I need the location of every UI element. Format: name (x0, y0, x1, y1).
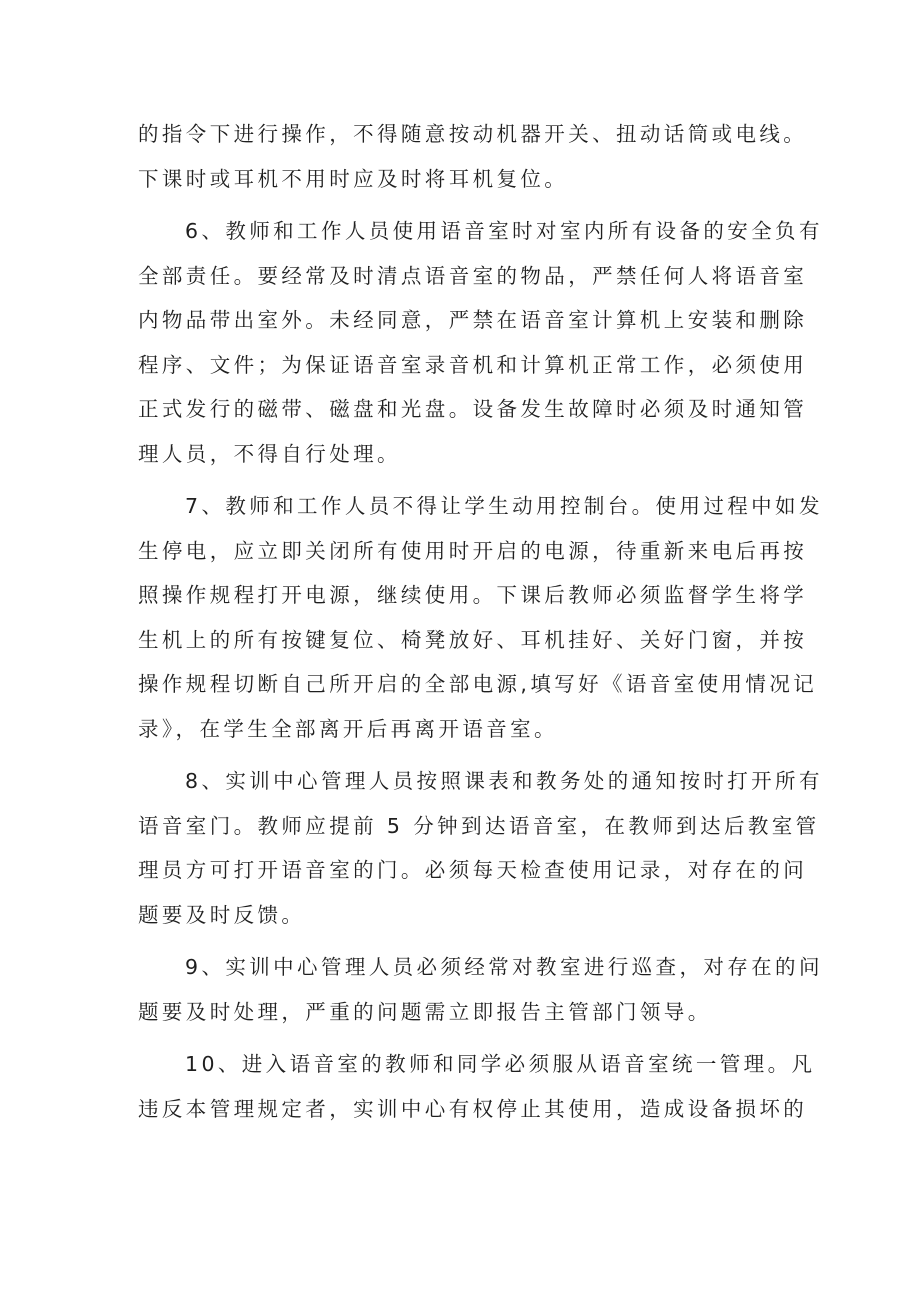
text-line: 全部责任。要经常及时清点语音室的物品，严禁任何人将语音室 (138, 263, 808, 288)
paragraph-item-6 (138, 209, 823, 476)
text-line: 照操作规程打开电源，继续使用。下课后教师必须监督学生将学 (138, 583, 808, 607)
text-line: 理人员，不得自行处理。 (138, 441, 401, 466)
text-line: 7、教师和工作人员不得让学生动用控制台。使用过程中如发 (185, 494, 823, 518)
text-line: 程序、文件；为保证语音室录音机和计算机正常工作，必须使用 (138, 352, 808, 377)
text-line: 生机上的所有按键复位、椅凳放好、耳机挂好、关好门窗，并按 (138, 627, 808, 652)
text-line: 题要及时反馈。 (138, 902, 306, 927)
text-line: 录》，在学生全部离开后再离开语音室。 (138, 716, 558, 741)
paragraph-item-8 (138, 759, 823, 937)
text-line: 8、实训中心管理人员按照课表和教务处的通知按时打开所有 (185, 769, 823, 793)
text-line: 10、进入语音室的教师和同学必须服从语音室统一管理。凡 (185, 1052, 816, 1076)
text-line: 理员方可打开语音室的门。必须每天检查使用记录，对存在的问 (138, 858, 808, 882)
document-body (138, 112, 823, 1131)
text-line: 9、实训中心管理人员必须经常对教室进行巡查，对存在的问 (185, 955, 823, 979)
text-line: 内物品带出室外。未经同意，严禁在语音室计算机上安装和删除 (138, 308, 808, 332)
text-line: 语音室门。教师应提前 5 分钟到达语音室，在教师到达后教室管 (138, 813, 820, 838)
text-line: 的指令下进行操作，不得随意按动机器开关、扭动话筒或电线。 (138, 122, 808, 146)
paragraph-item-9 (138, 945, 823, 1034)
paragraph-item-10 (138, 1042, 816, 1131)
text-line: 下课时或耳机不用时应及时将耳机复位。 (138, 166, 569, 191)
text-line: 题要及时处理，严重的问题需立即报告主管部门领导。 (138, 999, 712, 1024)
paragraph-item-7 (138, 484, 823, 751)
text-line: 操作规程切断自己所开启的全部电源,填写好《语音室使用情况记 (138, 672, 818, 696)
text-line: 违反本管理规定者，实训中心有权停止其使用，造成设备损坏的 (138, 1096, 808, 1121)
text-line: 生停电，应立即关闭所有使用时开启的电源，待重新来电后再按 (138, 538, 808, 563)
paragraph-continuation (138, 112, 808, 201)
text-line: 6、教师和工作人员使用语音室时对室内所有设备的安全负有 (185, 219, 823, 243)
text-line: 正式发行的磁带、磁盘和光盘。设备发生故障时必须及时通知管 (138, 397, 808, 421)
